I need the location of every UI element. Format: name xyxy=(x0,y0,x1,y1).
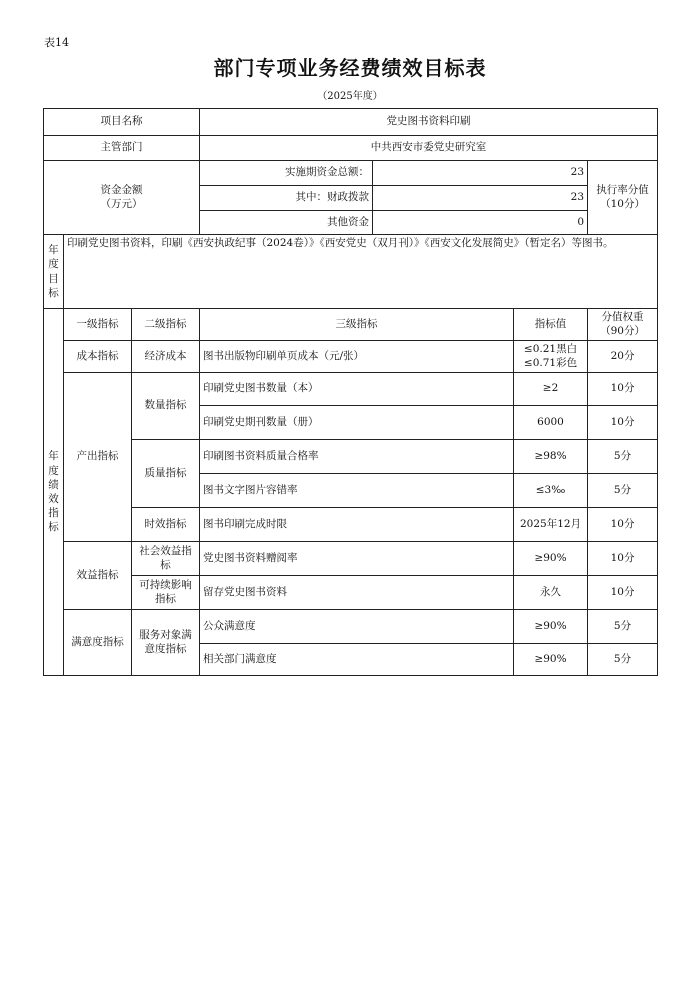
indicator-section-label: 年度绩效指标 xyxy=(44,309,64,676)
goal-text: 印刷党史图书资料，印刷《西安执政纪事（2024卷）》《西安党史（双月刊）》《西安文化发展简史》（暂定名）等图书。 xyxy=(64,235,658,309)
level3-cell: 图书文字图片容错率 xyxy=(200,474,514,508)
level3-cell: 图书印刷完成时限 xyxy=(200,508,514,542)
level2-cell: 质量指标 xyxy=(132,440,200,508)
table-row xyxy=(44,610,658,644)
level2-cell: 经济成本 xyxy=(132,341,200,373)
value-cell: 6000 xyxy=(514,406,588,440)
level3-cell: 党史图书资料赠阅率 xyxy=(200,542,514,576)
level3-cell: 公众满意度 xyxy=(200,610,514,644)
goal-label: 年度目标 xyxy=(44,235,64,309)
project-name-label: 项目名称 xyxy=(44,109,200,136)
table-row xyxy=(44,542,658,576)
weight-cell: 5分 xyxy=(588,610,658,644)
level2-cell: 可持续影响指标 xyxy=(132,576,200,610)
funding-total-label: 实施期资金总额： xyxy=(200,161,373,186)
performance-table xyxy=(43,108,658,676)
level1-cell: 效益指标 xyxy=(64,542,132,610)
value-cell: ≤0.21黑白 ≤0.71彩色 xyxy=(514,341,588,373)
level3-cell: 印刷图书资料质量合格率 xyxy=(200,440,514,474)
value-cell: ≤3‰ xyxy=(514,474,588,508)
table-row xyxy=(44,576,658,610)
value-cell: ≥90% xyxy=(514,610,588,644)
weight-cell: 10分 xyxy=(588,542,658,576)
table-row xyxy=(44,440,658,474)
header-value: 指标值 xyxy=(514,309,588,341)
header-level2: 二级指标 xyxy=(132,309,200,341)
table-row xyxy=(44,508,658,542)
table-number: 表14 xyxy=(44,36,69,49)
level3-cell: 图书出版物印刷单页成本（元/张） xyxy=(200,341,514,373)
header-level1: 一级指标 xyxy=(64,309,132,341)
value-cell: ≥90% xyxy=(514,542,588,576)
level3-cell: 印刷党史图书数量（本） xyxy=(200,373,514,406)
funding-fiscal-label: 其中：财政拨款 xyxy=(200,186,373,211)
value-cell: ≥2 xyxy=(514,373,588,406)
value-cell: ≥90% xyxy=(514,644,588,676)
dept-value: 中共西安市委党史研究室 xyxy=(200,136,658,161)
funding-fiscal-value: 23 xyxy=(373,186,588,211)
weight-cell: 10分 xyxy=(588,508,658,542)
weight-cell: 10分 xyxy=(588,406,658,440)
header-weight: 分值权重 （90分） xyxy=(588,309,658,341)
weight-cell: 5分 xyxy=(588,644,658,676)
page-title: 部门专项业务经费绩效目标表 xyxy=(213,56,487,80)
level2-cell: 社会效益指标 xyxy=(132,542,200,576)
project-name-value: 党史图书资料印刷 xyxy=(200,109,658,136)
header-level3: 三级指标 xyxy=(200,309,514,341)
funding-other-value: 0 xyxy=(373,211,588,235)
weight-cell: 10分 xyxy=(588,576,658,610)
indicator-header-row xyxy=(44,309,658,341)
level2-cell: 数量指标 xyxy=(132,373,200,440)
funding-total-value: 23 xyxy=(373,161,588,186)
funding-row-total xyxy=(44,161,658,186)
page-subtitle: （2025年度） xyxy=(317,91,383,102)
level1-cell: 满意度指标 xyxy=(64,610,132,676)
level1-cell: 成本指标 xyxy=(64,341,132,373)
level1-cell: 产出指标 xyxy=(64,373,132,542)
goal-row xyxy=(44,235,658,309)
funding-other-label: 其他资金 xyxy=(200,211,373,235)
level2-cell: 服务对象满意度指标 xyxy=(132,610,200,676)
value-cell: 2025年12月 xyxy=(514,508,588,542)
weight-cell: 5分 xyxy=(588,474,658,508)
level2-cell: 时效指标 xyxy=(132,508,200,542)
level3-cell: 留存党史图书资料 xyxy=(200,576,514,610)
exec-rate-label: 执行率分值 （10分） xyxy=(588,161,658,235)
level3-cell: 印刷党史期刊数量（册） xyxy=(200,406,514,440)
dept-row xyxy=(44,136,658,161)
weight-cell: 20分 xyxy=(588,341,658,373)
table-row xyxy=(44,373,658,406)
value-cell: ≥98% xyxy=(514,440,588,474)
project-name-row xyxy=(44,109,658,136)
weight-cell: 10分 xyxy=(588,373,658,406)
table-row xyxy=(44,341,658,373)
funding-label: 资金金额 （万元） xyxy=(44,161,200,235)
dept-label: 主管部门 xyxy=(44,136,200,161)
level3-cell: 相关部门满意度 xyxy=(200,644,514,676)
value-cell: 永久 xyxy=(514,576,588,610)
weight-cell: 5分 xyxy=(588,440,658,474)
